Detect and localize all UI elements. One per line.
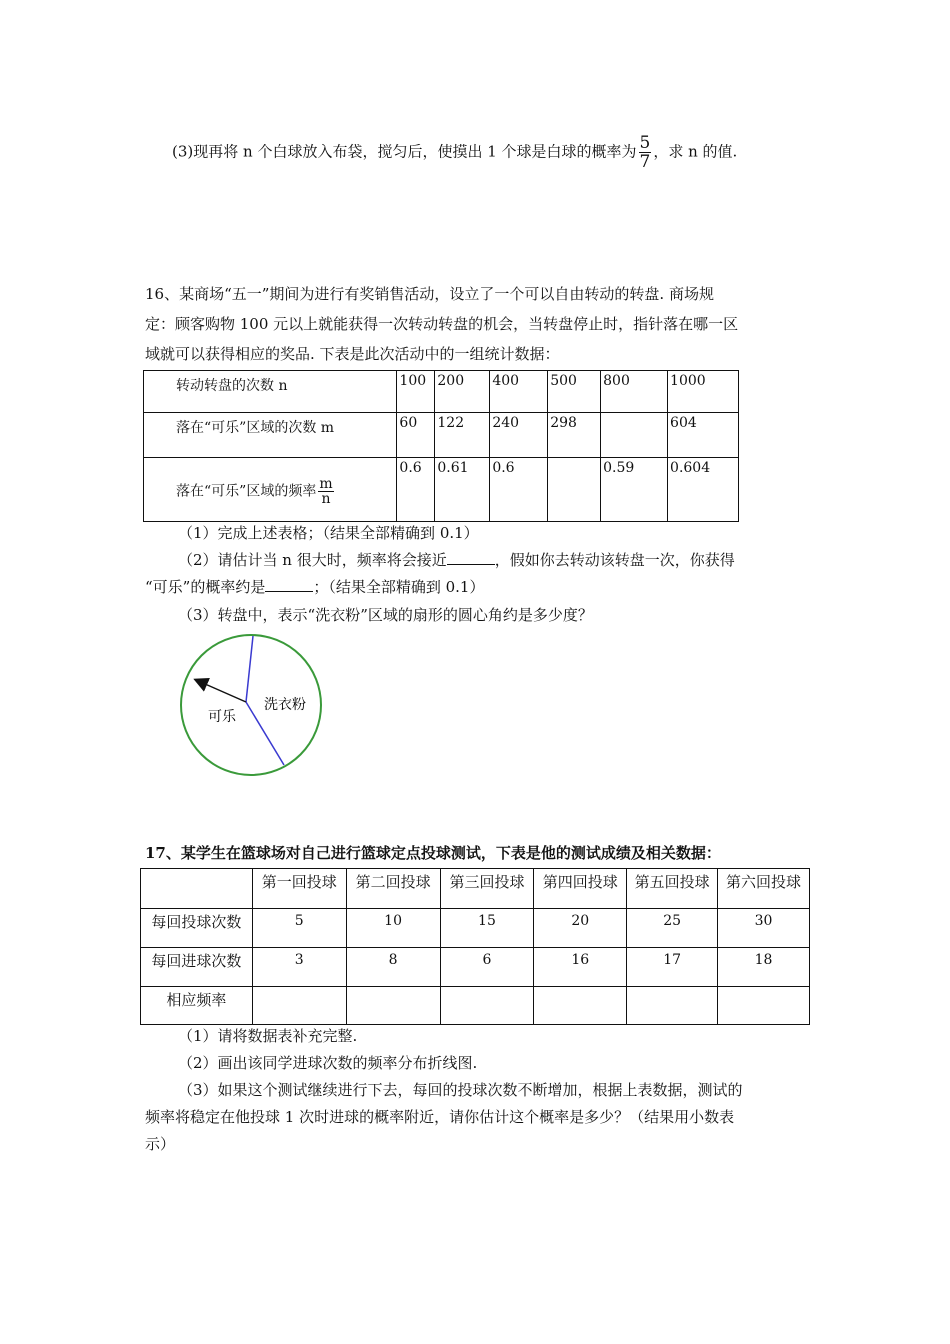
table-header-row (141, 869, 810, 909)
table-cell: 200 (435, 371, 490, 413)
q17-part1: （1）请将数据表补充完整. (178, 1027, 358, 1045)
spinner-divider-top (246, 636, 253, 702)
table-header-cell (141, 869, 253, 909)
q16-part2-text-d: ；（结果全部精确到 0.1） (313, 578, 485, 596)
fraction-m-over-n (318, 477, 333, 506)
q16-part3: （3）转盘中，表示“洗衣粉”区域的扇形的圆心角约是多少度？ (178, 606, 593, 624)
q16-part2-line2 (145, 577, 484, 597)
table-cell: 20 (534, 909, 627, 948)
row-label-cola-count: 落在“可乐”区域的次数 m (144, 413, 397, 458)
row-label-attempts: 每回投球次数 (141, 909, 253, 948)
table-header-cell: 第三回投球 (440, 869, 534, 909)
table-row (141, 987, 810, 1025)
table-cell: 400 (490, 371, 548, 413)
table-cell: 18 (718, 948, 810, 987)
q16-part2-text-b: ，假如你去转动该转盘一次，你获得 (494, 551, 735, 569)
q17-part3-line2: 频率将稳定在他投球 1 次时进球的概率附近，请你估计这个概率是多少？（结果用小数表 (145, 1108, 735, 1126)
table-header-cell: 第二回投球 (346, 869, 440, 909)
q15-part3-tail: ，求 n 的值. (653, 142, 738, 161)
row-label-cola-frequency (144, 458, 397, 522)
q17-part2: （2）画出该同学进球次数的频率分布折线图. (178, 1054, 478, 1072)
q16-part2-text-c: “可乐”的概率约是 (145, 578, 266, 596)
table-cell: 5 (252, 909, 346, 948)
table-cell: 15 (440, 909, 534, 948)
table-cell: 800 (601, 371, 668, 413)
table-header-cell: 第四回投球 (534, 869, 627, 909)
table-row (144, 413, 739, 458)
q17-part3-line1: （3）如果这个测试继续进行下去，每回的投球次数不断增加，根据上表数据，测试的 (178, 1081, 743, 1099)
table-cell: 604 (668, 413, 739, 458)
table-cell (601, 413, 668, 458)
table-cell: 500 (548, 371, 601, 413)
table-row (141, 909, 810, 948)
table-cell-empty[interactable] (346, 987, 440, 1025)
table-cell: 122 (435, 413, 490, 458)
q16-stem-line2: 定：顾客购物 100 元以上就能获得一次转动转盘的机会，当转盘停止时，指针落在哪一区 (145, 315, 739, 333)
table-cell: 298 (548, 413, 601, 458)
answer-blank[interactable] (265, 577, 313, 592)
table-header-cell: 第六回投球 (718, 869, 810, 909)
table-row (144, 458, 739, 522)
q16-stem-line3: 域就可以获得相应的奖品. 下表是此次活动中的一组统计数据： (145, 345, 560, 363)
spinner-diagram (176, 632, 326, 782)
row-label-made: 每回进球次数 (141, 948, 253, 987)
table-cell: 0.6 (490, 458, 548, 522)
table-cell (548, 458, 601, 522)
q16-part1: （1）完成上述表格；（结果全部精确到 0.1） (178, 524, 479, 542)
table-cell: 10 (346, 909, 440, 948)
table-cell-empty[interactable] (627, 987, 718, 1025)
q16-data-table (143, 370, 739, 522)
table-cell-empty[interactable] (718, 987, 810, 1025)
table-cell: 17 (627, 948, 718, 987)
table-cell: 240 (490, 413, 548, 458)
table-cell: 30 (718, 909, 810, 948)
table-row (141, 948, 810, 987)
row-label-frequency: 相应频率 (141, 987, 253, 1025)
table-cell: 0.604 (668, 458, 739, 522)
q17-part3-line3: 示） (145, 1135, 176, 1153)
row-label-text: 落在“可乐”区域的频率 (176, 483, 317, 500)
table-cell: 25 (627, 909, 718, 948)
q15-part3-text: (3)现再将 n 个白球放入布袋，搅匀后，使摸出 1 个球是白球的概率为 (172, 142, 637, 161)
answer-blank[interactable] (447, 550, 495, 565)
table-cell: 100 (397, 371, 435, 413)
table-row (144, 371, 739, 413)
row-label-spins: 转动转盘的次数 n (144, 371, 397, 413)
q17-data-table (140, 868, 810, 1025)
table-cell-empty[interactable] (252, 987, 346, 1025)
table-cell: 8 (346, 948, 440, 987)
table-cell: 0.61 (435, 458, 490, 522)
table-cell-empty[interactable] (534, 987, 627, 1025)
table-cell: 0.6 (397, 458, 435, 522)
table-cell-empty[interactable] (440, 987, 534, 1025)
table-cell: 6 (440, 948, 534, 987)
fraction-denominator: 7 (639, 152, 651, 172)
q17-title: 17、某学生在篮球场对自己进行篮球定点投球测试，下表是他的测试成绩及相关数据： (145, 844, 721, 862)
spinner-label-cola: 可乐 (208, 709, 236, 725)
table-header-cell: 第五回投球 (627, 869, 718, 909)
fraction-five-sevenths (639, 134, 652, 171)
fraction-numerator: 5 (639, 133, 651, 153)
q16-part2-text-a: （2）请估计当 n 很大时，频率将会接近 (178, 551, 447, 569)
spinner-label-detergent: 洗衣粉 (264, 697, 306, 713)
q16-part2-line1 (178, 550, 735, 570)
fraction-denominator: n (321, 491, 331, 507)
q16-stem-line1: 16、某商场“五一”期间为进行有奖销售活动，设立了一个可以自由转动的转盘. 商场规 (145, 285, 714, 303)
table-cell: 16 (534, 948, 627, 987)
q15-part3 (172, 134, 737, 171)
table-cell: 3 (252, 948, 346, 987)
table-cell: 1000 (668, 371, 739, 413)
table-cell: 0.59 (601, 458, 668, 522)
table-cell: 60 (397, 413, 435, 458)
fraction-numerator: m (319, 476, 333, 492)
table-header-cell: 第一回投球 (252, 869, 346, 909)
spinner-pointer-arrow (196, 680, 246, 702)
